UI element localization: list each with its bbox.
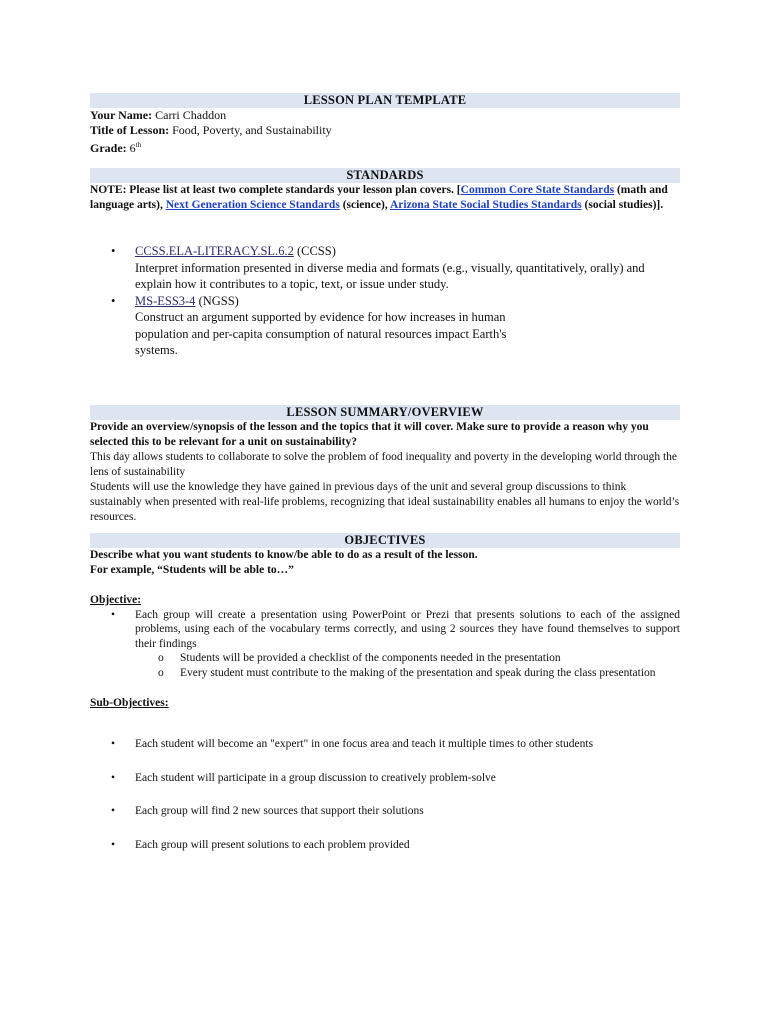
objective-subpoint: o Every student must contribute to the making of the presentation and speak during the class presentation: [158, 666, 656, 679]
lesson-plan-page: [90, 93, 680, 852]
objectives-heading: OBJECTIVES: [90, 533, 680, 548]
lesson-title-label: Title of Lesson:: [90, 123, 170, 137]
common-core-link[interactable]: Common Core State Standards: [460, 184, 615, 196]
standard-code-link[interactable]: CCSS.ELA-LITERACY.SL.6.2: [135, 244, 294, 258]
bullet-icon: •: [111, 738, 116, 750]
bullet-icon: •: [111, 608, 116, 621]
standard-text: Construct an argument supported by evidence for how increases in human population and per-capita consumption of natural resources impact Earth's systems.: [135, 310, 507, 357]
grade-suffix: th: [135, 141, 142, 149]
objectives-example: For example, “Students will be able to…”: [90, 563, 294, 576]
bullet-icon: •: [111, 805, 116, 817]
sub-objective-item: • Each group will present solutions to each problem provided: [111, 838, 410, 851]
objective-label: Objective:: [90, 593, 142, 606]
sub-objective-item: • Each group will find 2 new sources that support their solutions: [111, 805, 424, 817]
sub-objective-item: • Each student will participate in a group discussion to creatively problem-solve: [111, 771, 496, 784]
hollow-bullet-icon: o: [158, 666, 164, 679]
lesson-title-value: Food, Poverty, and Sustainability: [172, 123, 332, 137]
summary-prompt: Provide an overview/synopsis of the lesson and the topics that it will cover. Make sure to provide a reason why you selected this to be relevant for a unit on sustainability?: [90, 420, 649, 448]
standards-note-mid2: (science),: [342, 199, 388, 211]
grade-row: [90, 138, 680, 156]
summary-paragraph: This day allows students to collaborate to solve the problem of food inequality and poverty in the developing world through the lens of sustainability: [90, 450, 678, 478]
standard-item: [90, 293, 545, 359]
summary-heading: LESSON SUMMARY/OVERVIEW: [90, 405, 680, 420]
grade-label: Grade:: [90, 141, 127, 155]
bullet-icon: •: [111, 293, 116, 308]
standards-note: [90, 183, 680, 213]
sub-objective-item: • Each student will become an "expert" in one focus area and teach it multiple times to other students: [111, 738, 594, 750]
name-label: Your Name:: [90, 108, 153, 122]
bullet-icon: •: [111, 838, 116, 851]
summary-paragraph: Students will use the knowledge they have gained in previous days of the unit and several group discussions to think sustainably when presented with real-life problems, recognizing that ideal sustainability enables all humans to enjoy the world’s resources.: [90, 480, 680, 523]
objective-text: Each group will create a presentation using PowerPoint or Prezi that presents solutions to each of the assigned problems, using each of the vocabulary terms correctly, and using 2 sources they have found themselves to support their findings: [135, 608, 680, 650]
standard-tag: (NGSS): [198, 293, 239, 308]
bullet-icon: •: [111, 244, 116, 258]
standards-note-end: (social studies)].: [584, 199, 664, 211]
name-value: Carri Chaddon: [155, 108, 227, 122]
standard-tag: (CCSS): [296, 244, 336, 258]
sub-objectives-label: Sub-Objectives:: [90, 697, 169, 709]
arizona-standards-link[interactable]: Arizona State Social Studies Standards: [389, 199, 582, 211]
standard-item: [90, 243, 680, 293]
standard-code-link[interactable]: MS-ESS3-4: [135, 293, 196, 308]
objective-item: [90, 608, 680, 652]
standards-note-mid1: (math and language arts),: [90, 184, 668, 211]
bullet-icon: •: [111, 771, 116, 784]
objective-subpoint: o Students will be provided a checklist of the components needed in the presentation: [158, 652, 561, 664]
name-row: [90, 108, 680, 123]
standard-text: Interpret information presented in diverse media and formats (e.g., visually, quantitatively, orally) and explain how it contributes to a topic, text, or issue under study.: [135, 260, 645, 291]
lesson-plan-title: LESSON PLAN TEMPLATE: [90, 93, 680, 108]
ngss-link[interactable]: Next Generation Science Standards: [165, 199, 340, 211]
standards-note-prefix: NOTE: Please list at least two complete standards your lesson plan covers. [: [90, 184, 461, 196]
objectives-prompt: Describe what you want students to know/be able to do as a result of the lesson.: [90, 548, 478, 561]
grade-value: 6: [129, 141, 136, 155]
lesson-title-row: [90, 123, 680, 138]
hollow-bullet-icon: o: [158, 652, 164, 664]
standards-heading: STANDARDS: [90, 168, 680, 183]
